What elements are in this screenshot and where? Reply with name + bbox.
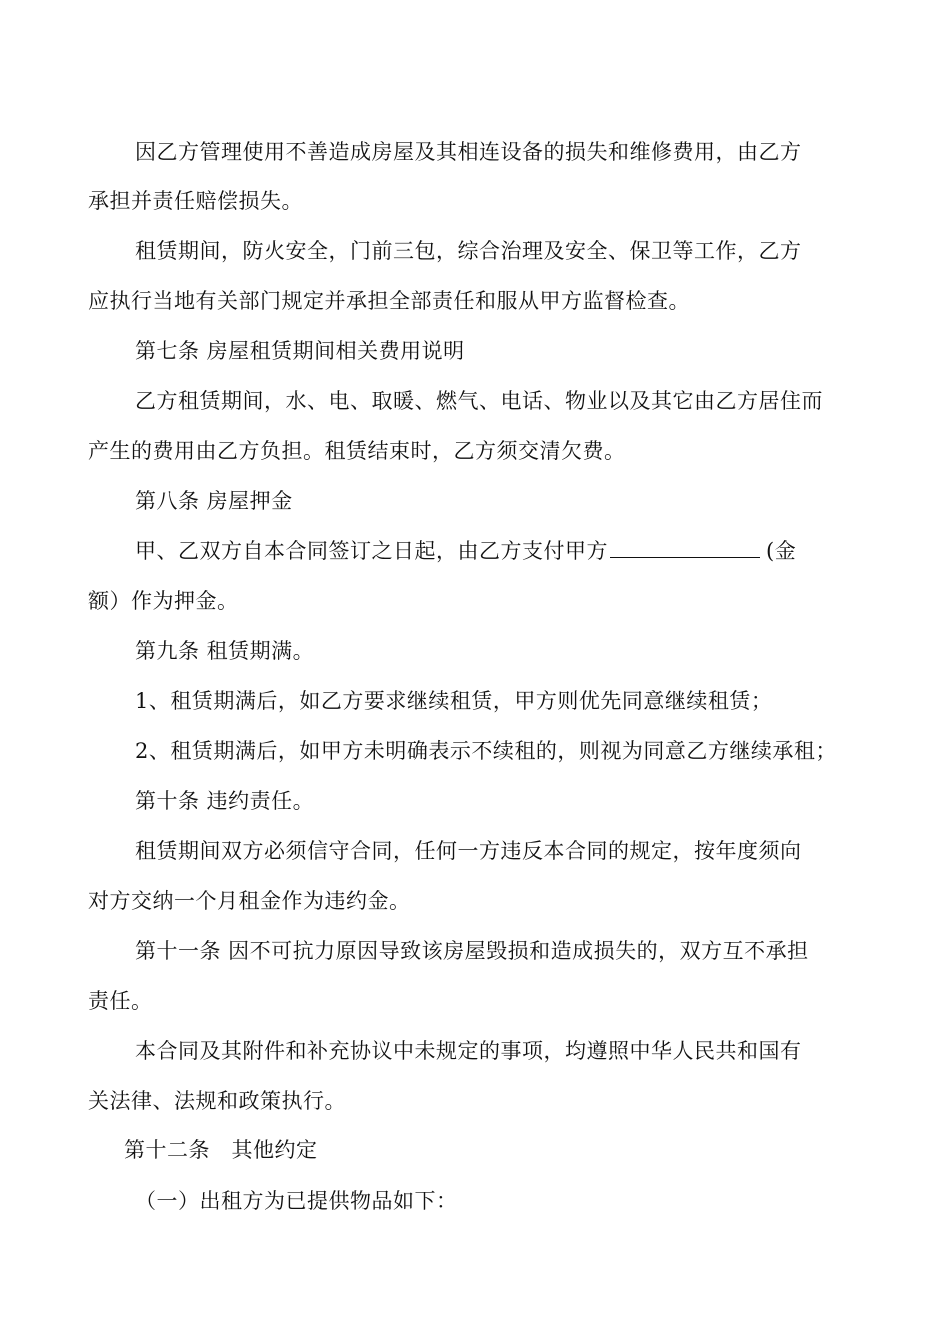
- text-line: 责任。: [88, 989, 153, 1013]
- text-line: 租赁期间，防火安全，门前三包，综合治理及安全、保卫等工作，乙方: [135, 239, 802, 263]
- text-line: 租赁期间双方必须信守合同，任何一方违反本合同的规定，按年度须向: [135, 839, 802, 863]
- article-heading: 第七条 房屋租赁期间相关费用说明: [135, 339, 465, 363]
- article-heading: 第九条 租赁期满。: [135, 639, 315, 663]
- text-line: 产生的费用由乙方负担。租赁结束时，乙方须交清欠费。: [88, 439, 626, 463]
- text-line-with-blank: [135, 536, 796, 566]
- text-line: 对方交纳一个月租金作为违约金。: [88, 889, 411, 913]
- amount-blank: [610, 537, 760, 558]
- text-line: 承担并责任赔偿损失。: [88, 189, 303, 213]
- article-heading: 第十条 违约责任。: [135, 789, 315, 813]
- list-item: 2、租赁期满后，如甲方未明确表示不续租的，则视为同意乙方继续承租；: [135, 739, 837, 763]
- text-line: 因乙方管理使用不善造成房屋及其相连设备的损失和维修费用，由乙方: [135, 140, 802, 164]
- text-line: 额）作为押金。: [88, 589, 239, 613]
- text-line: 乙方租赁期间，水、电、取暖、燃气、电话、物业以及其它由乙方居住而: [135, 389, 823, 413]
- article-heading: 第十一条 因不可抗力原因导致该房屋毁损和造成损失的，双方互不承担: [135, 939, 809, 963]
- text-line: （一）出租方为已提供物品如下：: [135, 1189, 458, 1213]
- text-line: 本合同及其附件和补充协议中未规定的事项，均遵照中华人民共和国有: [135, 1039, 802, 1063]
- text-line: 应执行当地有关部门规定并承担全部责任和服从甲方监督检查。: [88, 289, 690, 313]
- list-item: 1、租赁期满后，如乙方要求继续租赁，甲方则优先同意继续租赁；: [135, 689, 773, 713]
- text-segment: (金: [766, 539, 797, 563]
- article-heading: 第八条 房屋押金: [135, 489, 293, 513]
- article-heading: 第十二条 其他约定: [124, 1138, 318, 1162]
- text-line: 关法律、法规和政策执行。: [88, 1089, 346, 1113]
- text-segment: 甲、乙双方自本合同签订之日起，由乙方支付甲方: [135, 539, 608, 563]
